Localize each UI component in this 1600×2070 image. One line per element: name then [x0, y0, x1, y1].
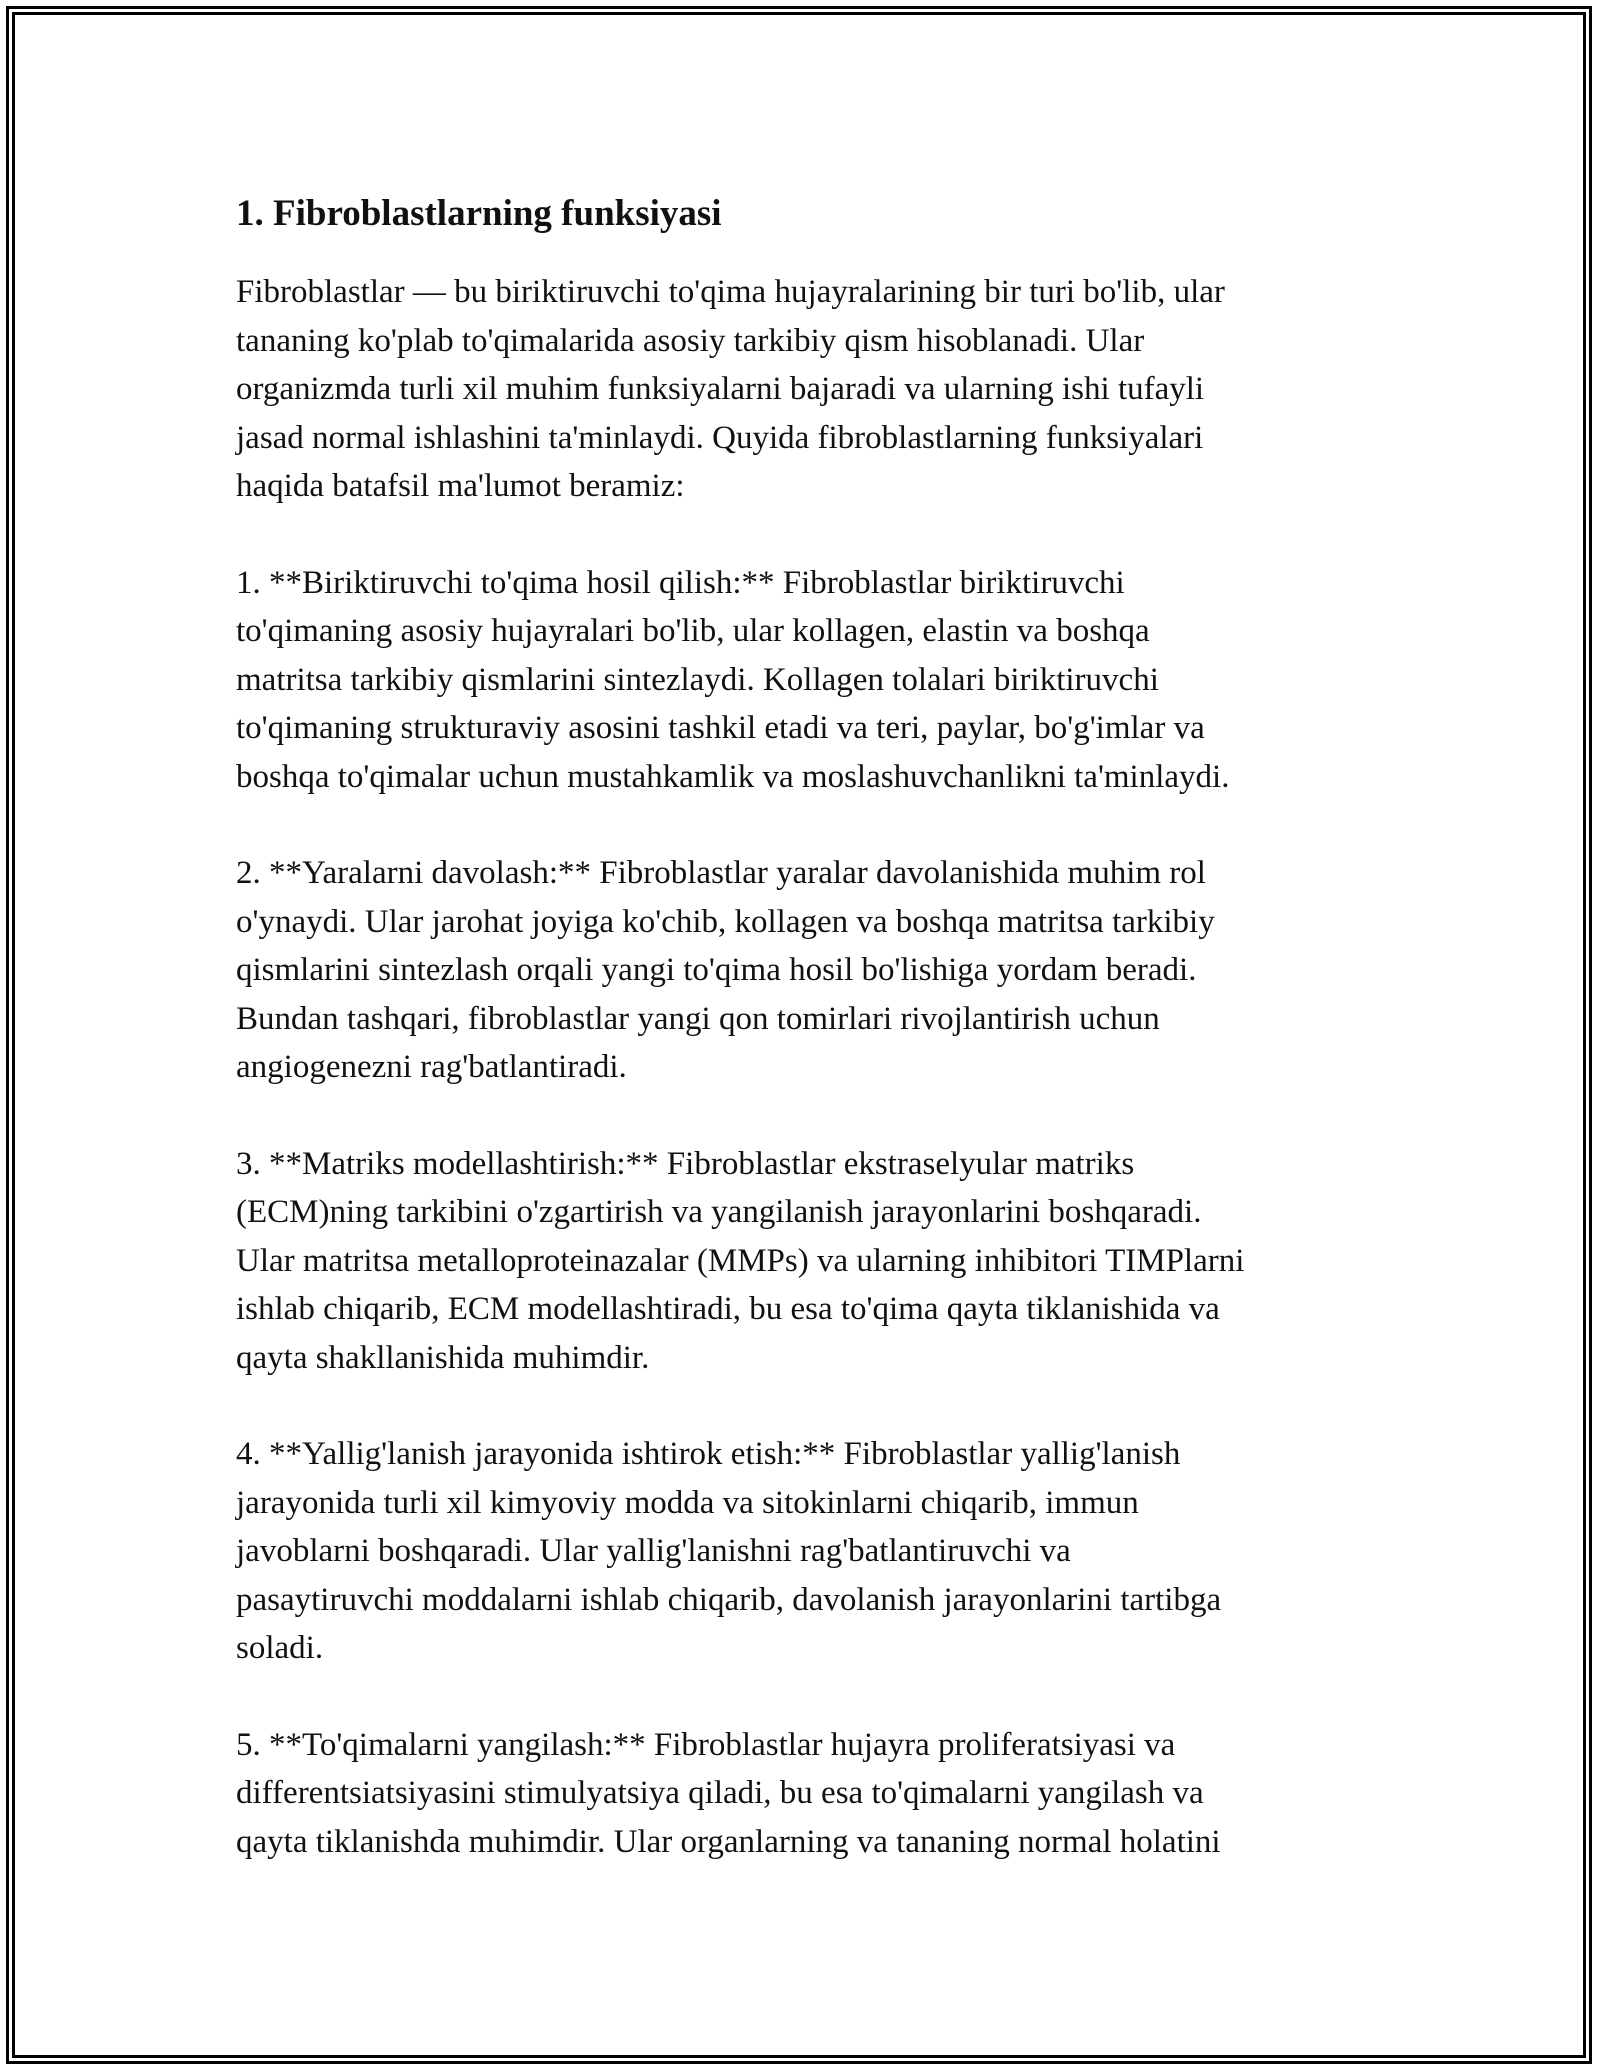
intro-paragraph: Fibroblastlar — bu biriktiruvchi to'qima hujayralarining bir turi bo'lib, ular tananing ko'plab to'qimalarida asosiy tarkibiy qism hisoblanadi. Ular organizmda turli xil muhim funksiyalarni bajaradi va ularning ishi tufayli jasad normal ishlashini ta'minlaydi. Quyida fibroblastlarning funksiyalari haqida batafsil ma'lumot beramiz:: [236, 274, 1225, 504]
paragraph-inflammation: 4. **Yallig'lanish jarayonida ishtirok etish:** Fibroblastlar yallig'lanish jarayonida turli xil kimyoviy modda va sitokinlarni chiqarib, immun javoblarni boshqaradi. Ular yallig'lanishni rag'batlantiruvchi va pasaytiruvchi moddalarni ishlab chiqarib, davolanish jarayonlarini tartibga soladi.: [236, 1436, 1222, 1666]
paragraph-tissue-renewal: 5. **To'qimalarni yangilash:** Fibroblastlar hujayra proliferatsiyasi va differentsiatsiyasini stimulyatsiya qiladi, bu esa to'qimalarni yangilash va qayta tiklanishda muhimdir. Ular organlarning va tananing normal holatini: [236, 1726, 1221, 1860]
document-title: 1. Fibroblastlarning funksiyasi: [236, 193, 722, 234]
paragraph-connective-tissue: 1. **Biriktiruvchi to'qima hosil qilish:** Fibroblastlar biriktiruvchi to'qimaning asosiy hujayralari bo'lib, ular kollagen, elastin va boshqa matritsa tarkibiy qismlarini sintezlaydi. Kollagen tolalari biriktiruvchi to'qimaning strukturaviy asosini tashkil etadi va teri, paylar, bo'g'imlar va boshqa to'qimalar uchun mustahkamlik va moslashuvchanlikni ta'minlaydi.: [236, 564, 1230, 795]
paragraph-matrix-modeling: 3. **Matriks modellashtirish:** Fibroblastlar ekstraselyular matriks (ECM)ning tarkibini o'zgartirish va yangilanish jarayonlarini boshqaradi. Ular matritsa metalloproteinazalar (MMPs) va ularning inhibitori TIMPlarni ishlab chiqarib, ECM modellashtiradi, bu esa to'qima qayta tiklanishida va qayta shakllanishida muhimdir.: [236, 1145, 1245, 1376]
paragraph-wound-healing: 2. **Yaralarni davolash:** Fibroblastlar yaralar davolanishida muhim rol o'ynaydi. Ular jarohat joyiga ko'chib, kollagen va boshqa matritsa tarkibiy qismlarini sintezlash orqali yangi to'qima hosil bo'lishiga yordam beradi. Bundan tashqari, fibroblastlar yangi qon tomirlari rivojlantirish uchun angiogenezni rag'batlantiradi.: [236, 855, 1215, 1085]
document-body: [236, 190, 1376, 1914]
